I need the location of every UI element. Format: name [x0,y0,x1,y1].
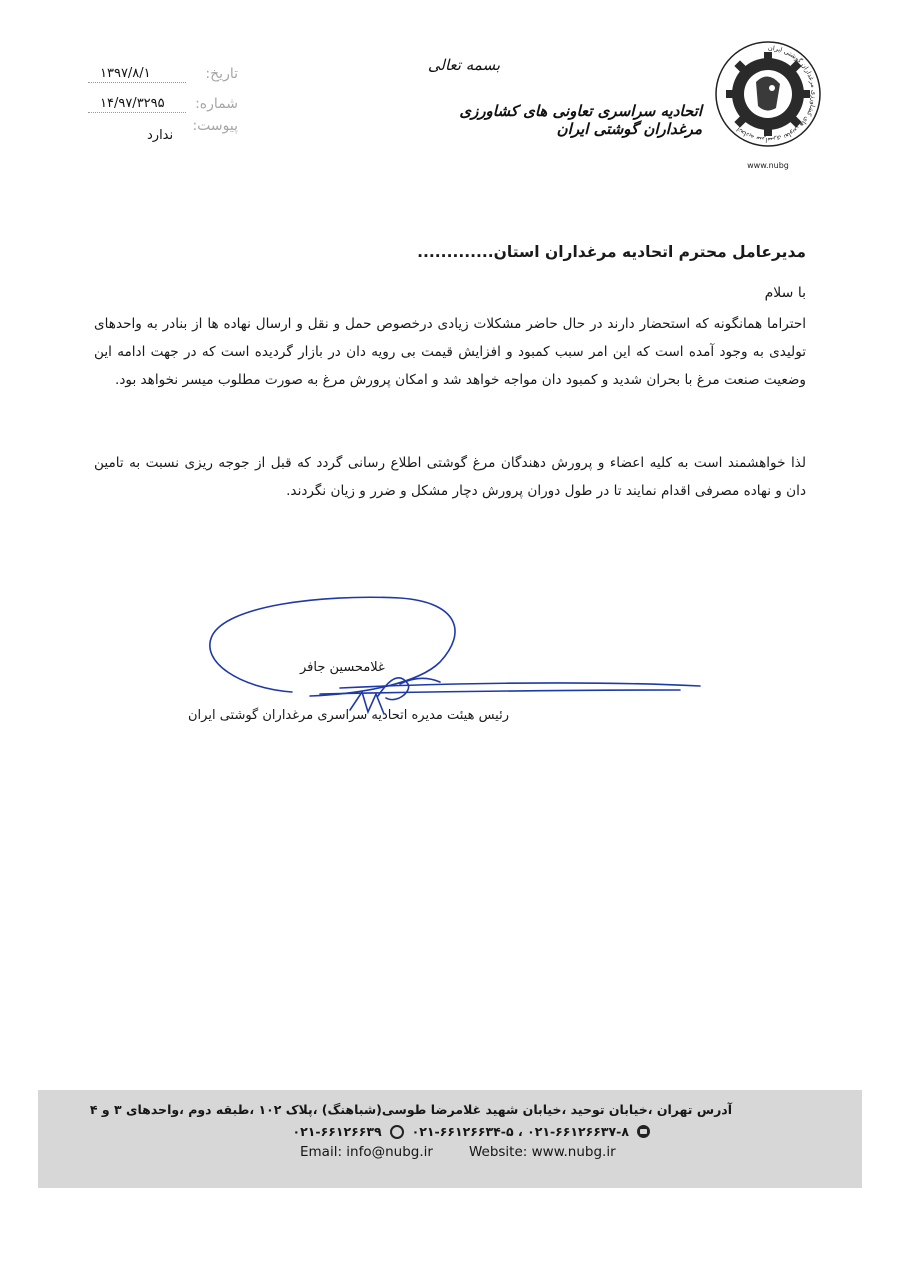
date-label: تاریخ: [205,66,238,82]
phone-icon [637,1125,650,1138]
footer-phones-row [293,1124,650,1139]
addressee: مدیرعامل محترم اتحادیه مرغداران استان............. [417,243,806,261]
logo-bottom-text: www.nubg [747,161,789,170]
signer-name: غلامحسین جافر [300,660,385,675]
logo-ring-text: اتحادیه سراسری تعاونی های کشاورزی مرغداران گوشتی ایران [734,43,819,145]
signer-title: رئیس هیئت مدیره اتحادیه سراسری مرغداران گوشتی ایران [188,708,509,723]
footer-band [38,1090,862,1188]
number-dotted-line [88,112,186,113]
footer-website[interactable]: Website: www.nubg.ir [468,1144,616,1160]
attachment-label: پیوست: [192,118,238,134]
number-value: ۱۴/۹۷/۳۲۹۵ [100,96,165,111]
bismillah: بسمه تعالی [427,56,500,74]
greeting: با سلام [764,285,806,301]
number-label: شماره: [195,96,238,112]
union-logo [712,38,824,178]
union-name: اتحادیه سراسری تعاونی های کشاورزی مرغداران گوشتی ایران [459,102,702,138]
footer-address: آدرس تهران ،خیابان توحید ،خیابان شهید غلامرضا طوسی(شباهنگ) ،پلاک ۱۰۲ ،طبقه دوم ،واحدهای ۳ و ۴ [89,1102,732,1117]
number-row [68,96,238,118]
footer-email[interactable]: Email: info@nubg.ir [300,1144,433,1160]
footer-fax: ۰۲۱-۶۶۱۲۶۶۳۹ [292,1124,382,1139]
fax-icon [390,1125,404,1139]
date-row [68,66,238,88]
attachment-value: ندارد [147,128,174,143]
paragraph-1: احتراما همانگونه که استحضار دارند در حال حاضر مشکلات زیادی درخصوص حمل و نقل و ارسال نهاده ها از بنادر به واحدهای تولیدی به وجود آمده است که این امر سبب کمبود و افزایش قیمت بی رویه دان در بازار گردیده است که در جهت ادامه این وضعیت صنعت مرغ با بحران شدید و کمبود دان مواجه خواهد شد و امکان پرورش مرغ به صورت مطلوب میسر نخواهد بود. [94,316,806,388]
footer-web-row [300,1144,616,1160]
date-value: ۱۳۹۷/۸/۱ [100,66,151,81]
footer-phones: ۰۲۱-۶۶۱۲۶۶۳۷-۸ ، ۰۲۱-۶۶۱۲۶۶۳۴-۵ [411,1124,629,1139]
paragraph-2: لذا خواهشمند است به کلیه اعضاء و پرورش دهندگان مرغ گوشتی اطلاع رسانی گردد که قبل از جوجه ریزی نسبت به تامین دان و نهاده مصرفی اقدام نمایند تا در طول دوران پرورش دچار مشکل و ضرر و زیان نگردند. [94,455,806,499]
date-dotted-line [88,82,186,83]
